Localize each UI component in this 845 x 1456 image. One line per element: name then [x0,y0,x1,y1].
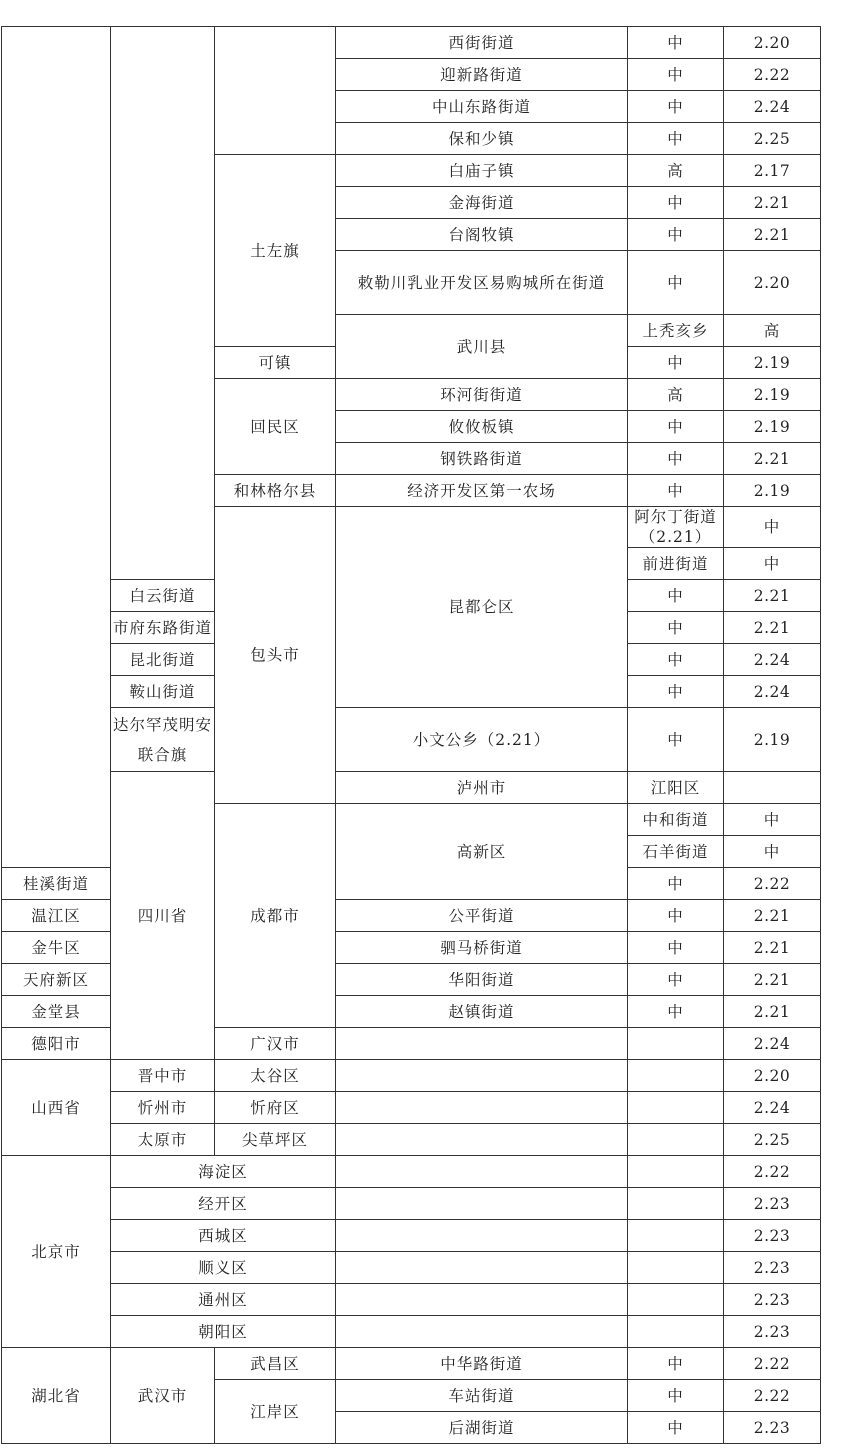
table-cell [336,1060,628,1092]
table-cell: 西城区 [111,1220,336,1252]
table-cell: 中 [628,1348,724,1380]
table-cell: 中华路街道 [336,1348,628,1380]
table-cell: 钢铁路街道 [336,443,628,475]
table-cell: 太原市 [111,1124,215,1156]
table-cell: 2.24 [724,91,821,123]
table-cell: 四川省 [111,772,215,1060]
table-cell: 中 [628,612,724,644]
table-cell: 华阳街道 [336,964,628,996]
table-cell: 中和街道 [628,804,724,836]
table-cell: 高新区 [336,804,628,900]
table-cell: 中 [628,932,724,964]
table-cell: 和林格尔县 [215,475,336,507]
table-cell: 通州区 [111,1284,336,1316]
table-cell: 泸州市 [336,772,628,804]
table-cell: 中 [628,676,724,708]
table-cell: 湖北省 [2,1348,111,1444]
table-cell: 2.22 [724,1380,821,1412]
table-cell: 2.19 [724,411,821,443]
table-cell [111,27,215,580]
table-cell [336,1124,628,1156]
table-cell: 金牛区 [2,932,111,964]
table-cell: 朝阳区 [111,1316,336,1348]
table-cell: 2.22 [724,868,821,900]
table-cell: 可镇 [215,347,336,379]
table-cell: 高 [628,155,724,187]
table-cell [336,1284,628,1316]
table-cell: 中 [628,91,724,123]
table-cell: 中 [628,708,724,772]
table-cell: 小文公乡（2.21） [336,708,628,772]
table-cell [628,1060,724,1092]
table-cell: 2.19 [724,475,821,507]
table-cell [628,1316,724,1348]
table-cell: 2.21 [724,900,821,932]
table-cell: 包头市 [215,507,336,804]
table-cell: 武昌区 [215,1348,336,1380]
table-cell [2,27,111,868]
table-cell [215,27,336,155]
table-cell: 昆都仑区 [336,507,628,708]
table-cell [336,1028,628,1060]
table-cell: 2.23 [724,1412,821,1444]
table-cell [628,1156,724,1188]
table-cell: 温江区 [2,900,111,932]
table-cell: 中 [628,900,724,932]
table-cell: 经济开发区第一农场 [336,475,628,507]
table-cell: 保和少镇 [336,123,628,155]
table-cell: 2.22 [724,1348,821,1380]
table-cell: 土左旗 [215,155,336,347]
table-cell: 中 [628,411,724,443]
table-cell: 2.23 [724,1284,821,1316]
table-cell: 中山东路街道 [336,91,628,123]
table-cell: 2.21 [724,580,821,612]
table-cell: 山西省 [2,1060,111,1156]
table-cell: 江岸区 [215,1380,336,1444]
table-cell: 中 [628,996,724,1028]
table-cell: 中 [628,347,724,379]
table-cell: 中 [724,548,821,580]
table-row [2,1156,821,1188]
table-cell [336,1220,628,1252]
table-cell: 中 [628,251,724,315]
table-cell: 高 [724,315,821,347]
table-cell: 中 [628,868,724,900]
table-cell: 中 [628,27,724,59]
table-cell: 攸攸板镇 [336,411,628,443]
table-row [2,1284,821,1316]
table-cell: 桂溪街道 [2,868,111,900]
table-cell: 2.21 [724,932,821,964]
table-cell [628,1284,724,1316]
table-cell: 中 [628,219,724,251]
table-cell: 中 [628,964,724,996]
table-cell: 忻府区 [215,1092,336,1124]
table-row [2,1348,821,1380]
table-row [2,1220,821,1252]
table-cell: 中 [628,123,724,155]
table-cell: 2.17 [724,155,821,187]
table-cell [336,1252,628,1284]
table-cell: 2.21 [724,187,821,219]
table-cell: 金堂县 [2,996,111,1028]
table-cell: 敕勒川乳业开发区易购城所在街道 [336,251,628,315]
table-cell [336,1188,628,1220]
table-cell: 2.20 [724,27,821,59]
table-cell: 2.21 [724,219,821,251]
table-cell: 忻州市 [111,1092,215,1124]
table-row [2,1188,821,1220]
table-cell: 达尔罕茂明安联合旗 [111,708,215,772]
table-cell: 尖草坪区 [215,1124,336,1156]
table-row [2,1060,821,1092]
table-cell: 上秃亥乡 [628,315,724,347]
table-cell: 成都市 [215,804,336,1028]
table-cell: 2.21 [724,443,821,475]
table-cell: 广汉市 [215,1028,336,1060]
table-cell [628,1252,724,1284]
table-cell: 2.21 [724,996,821,1028]
table-cell: 2.23 [724,1316,821,1348]
table-cell: 2.24 [724,1028,821,1060]
table-cell: 后湖街道 [336,1412,628,1444]
table-cell: 江阳区 [628,772,724,804]
table-cell: 中 [724,804,821,836]
table-cell: 2.22 [724,59,821,91]
table-cell: 2.24 [724,644,821,676]
table-row [2,1316,821,1348]
table-cell: 鞍山街道 [111,676,215,708]
table-cell: 晋中市 [111,1060,215,1092]
table-cell: 迎新路街道 [336,59,628,91]
table-cell [336,1092,628,1124]
table-cell: 驷马桥街道 [336,932,628,964]
table-cell [628,1028,724,1060]
table-cell: 中 [628,443,724,475]
table-cell: 中 [628,1412,724,1444]
table-cell [724,772,821,804]
table-row [2,708,821,772]
table-cell: 高 [628,379,724,411]
table-cell: 2.21 [724,612,821,644]
table-cell: 中 [724,507,821,548]
table-cell: 中 [628,580,724,612]
table-cell: 市府东路街道 [111,612,215,644]
table-body [2,27,821,1444]
table-cell: 环河街街道 [336,379,628,411]
table-cell: 阿尔丁街道（2.21） [628,507,724,548]
table-cell: 台阁牧镇 [336,219,628,251]
table-cell: 赵镇街道 [336,996,628,1028]
table-cell: 白庙子镇 [336,155,628,187]
table-cell [628,1188,724,1220]
table-cell: 车站街道 [336,1380,628,1412]
table-cell: 2.24 [724,1092,821,1124]
table-cell: 回民区 [215,379,336,475]
table-cell [628,1092,724,1124]
table-cell: 德阳市 [2,1028,111,1060]
table-cell [628,1124,724,1156]
table-cell: 2.24 [724,676,821,708]
table-cell: 太谷区 [215,1060,336,1092]
table-cell: 2.23 [724,1220,821,1252]
table-cell: 2.23 [724,1252,821,1284]
table-cell: 经开区 [111,1188,336,1220]
table-cell [628,1220,724,1252]
table-cell: 2.21 [724,964,821,996]
table-cell: 中 [628,644,724,676]
table-cell: 前进街道 [628,548,724,580]
table-cell: 中 [628,1380,724,1412]
table-cell: 2.19 [724,708,821,772]
region-level-table [1,26,821,1444]
table-cell: 金海街道 [336,187,628,219]
table-cell: 2.19 [724,379,821,411]
table-cell: 武汉市 [111,1348,215,1444]
table-cell: 海淀区 [111,1156,336,1188]
table-cell: 天府新区 [2,964,111,996]
table-cell: 中 [724,836,821,868]
table-cell: 公平街道 [336,900,628,932]
table-cell: 2.19 [724,347,821,379]
table-cell: 2.22 [724,1156,821,1188]
table-row [2,27,821,59]
table-cell: 白云街道 [111,580,215,612]
table-cell: 2.25 [724,1124,821,1156]
table-cell: 中 [628,187,724,219]
table-cell: 顺义区 [111,1252,336,1284]
table-cell: 2.20 [724,251,821,315]
table-row [2,1124,821,1156]
table-cell: 中 [628,59,724,91]
table-cell: 中 [628,475,724,507]
table-cell: 2.20 [724,1060,821,1092]
table-row [2,1092,821,1124]
table-cell [336,1316,628,1348]
table-row [2,1252,821,1284]
table-cell: 2.25 [724,123,821,155]
table-row [2,772,821,804]
table-cell: 武川县 [336,315,628,379]
table-cell: 北京市 [2,1156,111,1348]
table-cell: 西街街道 [336,27,628,59]
table-cell [336,1156,628,1188]
table-cell: 2.23 [724,1188,821,1220]
table-cell: 昆北街道 [111,644,215,676]
table-cell: 石羊街道 [628,836,724,868]
